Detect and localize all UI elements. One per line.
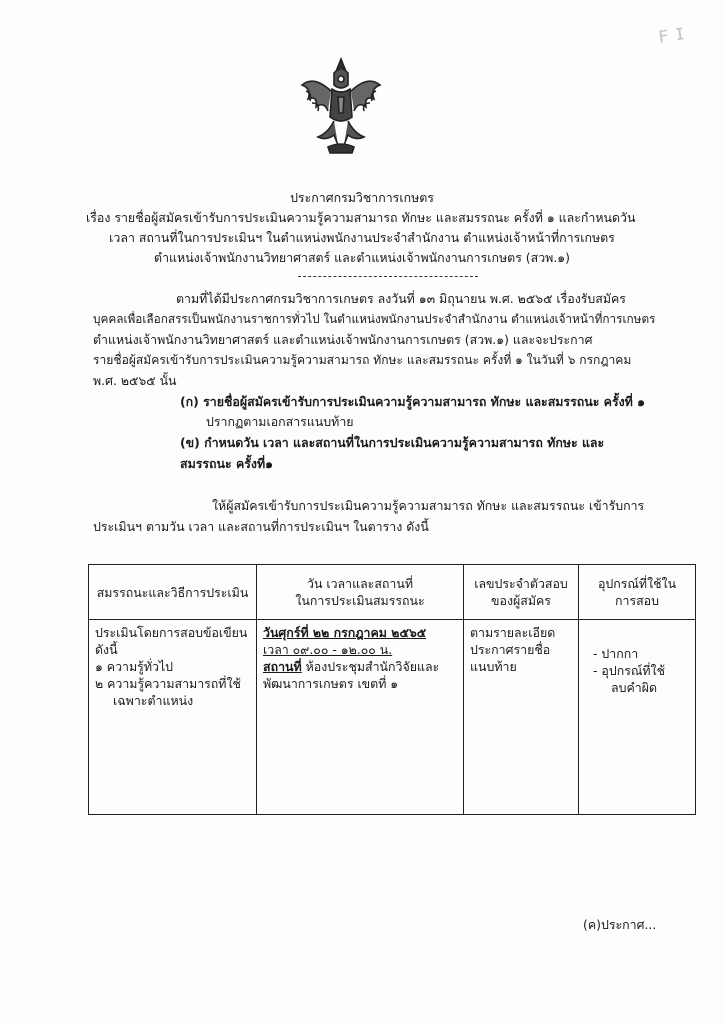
paragraph-1-line-3: ตำแหน่งเจ้าพนักงานวิทยาศาสตร์ และตำแหน่งเจ้าพนักงานการเกษตร (สวพ.๑) และจะประกาศ [93,332,593,347]
subject-line-1: เรื่อง รายชื่อผู้สมัครเข้ารับการประเมินความรู้ความสามารถ ทักษะ และสมรรถนะ ครั้งที่ ๑ และกำหนดวัน [86,210,636,225]
cell-exam-id: ตามรายละเอียด ประกาศรายชื่อ แนบท้าย [464,620,579,815]
exam-time: เวลา ๐๙.๐๐ - ๑๒.๐๐ น. [263,642,393,657]
item-b-heading: (ข) กำหนดวัน เวลา และสถานที่ในการประเมินความรู้ความสามารถ ทักษะ และ [180,435,605,450]
continuation-marker: (ค)ประกาศ... [583,917,657,932]
assessment-schedule-table [88,564,696,815]
document-title: ประกาศกรมวิชาการเกษตร [290,190,434,205]
exam-date: วันศุกร์ที่ ๒๒ กรกฎาคม ๒๕๖๕ [263,625,427,640]
cell-equipment: - ปากกา - อุปกรณ์ที่ใช้ ลบคำผิด [579,620,696,815]
garuda-emblem-icon [298,55,384,155]
table-row [89,620,696,815]
header-equipment: อุปกรณ์ที่ใช้ใน การสอบ [579,565,696,620]
subject-line-3: ตำแหน่งเจ้าพนักงานวิทยาศาสตร์ และตำแหน่งเจ้าพนักงานการเกษตร (สวพ.๑) [154,250,570,265]
paragraph-1-line-1: ตามที่ได้มีประกาศกรมวิชาการเกษตร ลงวันที่ ๑๓ มิถุนายน พ.ศ. ๒๕๖๕ เรื่องรับสมัคร [176,291,626,306]
cell-method: ประเมินโดยการสอบข้อเขียน ดังนี้ ๑ ความรู้ทั่วไป ๒ ความรู้ความสามารถที่ใช้ เฉพาะตำแหน่ง [89,620,257,815]
table-header-row [89,565,696,620]
title-separator [298,276,478,277]
header-method: สมรรถนะและวิธีการประเมิน [89,565,257,620]
paragraph-1-line-5: พ.ศ. ๒๕๖๕ นั้น [93,373,177,388]
paragraph-1-line-4: รายชื่อผู้สมัครเข้ารับการประเมินความรู้ความสามารถ ทักษะ และสมรรถนะ ครั้งที่ ๑ ในวันที่ ๖ กรกฎาคม [93,353,632,367]
header-datetime-place: วัน เวลาและสถานที่ ในการประเมินสมรรถนะ [257,565,464,620]
faded-stamp-mark: ꜰ ɪ [656,20,686,49]
item-a-heading: (ก) รายชื่อผู้สมัครเข้ารับการประเมินความรู้ความสามารถ ทักษะ และสมรรถนะ ครั้งที่ ๑ [180,394,646,409]
paragraph-1-line-2: บุคคลเพื่อเลือกสรรเป็นพนักงานราชการทั่วไป ในตำแหน่งพนักงานประจำสำนักงาน ตำแหน่งเจ้าหน้าที่การเกษตร [93,312,656,326]
paragraph-2-line-1: ให้ผู้สมัครเข้ารับการประเมินความรู้ความสามารถ ทักษะ และสมรรถนะ เข้ารับการ [212,498,645,513]
item-b-heading-cont: สมรรถนะ ครั้งที่๑ [180,456,274,471]
cell-datetime-place: วันศุกร์ที่ ๒๒ กรกฎาคม ๒๕๖๕ เวลา ๐๙.๐๐ - ๑๒.๐๐ น. สถานที่ ห้องประชุมสำนักวิจัยและ พัฒนาการเกษตร เขตที่ ๑ [257,620,464,815]
header-exam-id: เลขประจำตัวสอบ ของผู้สมัคร [464,565,579,620]
item-a-detail: ปรากฏตามเอกสารแนบท้าย [206,414,354,429]
subject-line-2: เวลา สถานที่ในการประเมินฯ ในตำแหน่งพนักงานประจำสำนักงาน ตำแหน่งเจ้าหน้าที่การเกษตร [109,230,615,245]
exam-place: สถานที่ ห้องประชุมสำนักวิจัยและ [263,659,440,674]
paragraph-2-line-2: ประเมินฯ ตามวัน เวลา และสถานที่การประเมินฯ ในตาราง ดังนี้ [93,519,429,534]
